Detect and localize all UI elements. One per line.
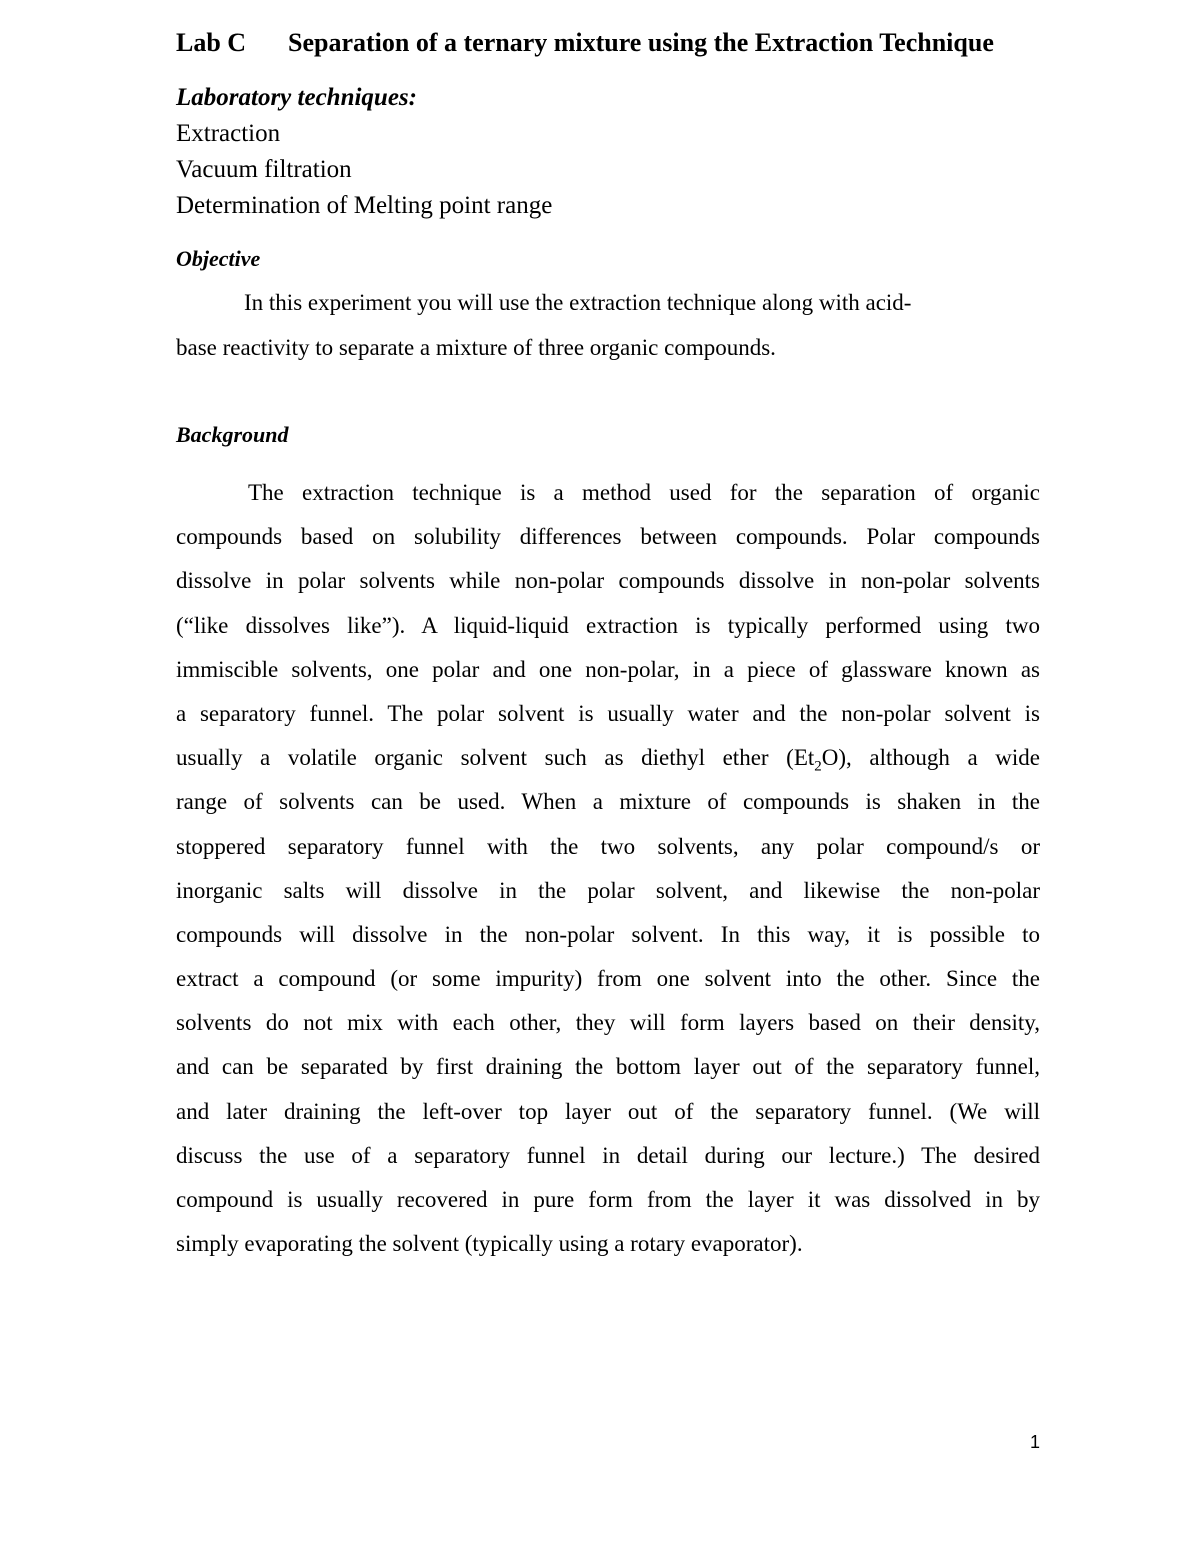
paragraph-line: (“like dissolves like”). A liquid-liquid extraction is typically performed using two — [176, 612, 1040, 638]
paragraph-line: The extraction technique is a method used for the separation of organic — [248, 480, 1040, 505]
background-heading: Background — [176, 422, 289, 447]
techniques-heading: Laboratory techniques: — [176, 84, 417, 111]
paragraph-line: base reactivity to separate a mixture of three organic compounds. — [176, 335, 776, 360]
background-paragraph — [176, 471, 1040, 1266]
paragraph-line — [176, 736, 1040, 780]
paragraph-line: extract a compound (or some impurity) from one solvent into the other. Since the — [176, 966, 1040, 992]
paragraph-line: stoppered separatory funnel with the two solvents, any polar compound/s or — [176, 833, 1040, 859]
paragraph-line: discuss the use of a separatory funnel in detail during our lecture.) The desired — [176, 1142, 1040, 1168]
paragraph-line: dissolve in polar solvents while non-polar compounds dissolve in non-polar solvents — [176, 568, 1040, 594]
technique-item: Vacuum filtration — [176, 156, 352, 183]
paragraph-line: compound is usually recovered in pure form from the layer it was dissolved in by — [176, 1187, 1040, 1212]
objective-paragraph — [176, 280, 1040, 370]
line-segment: usually a volatile organic solvent such as diethyl ether (Et — [176, 745, 815, 771]
line-segment: O), although a wide — [821, 745, 1040, 771]
paragraph-line: In this experiment you will use the extraction technique along with acid- — [244, 290, 912, 315]
paragraph-line: a separatory funnel. The polar solvent is usually water and the non-polar solvent is — [176, 700, 1040, 726]
paragraph-line: and can be separated by first draining the bottom layer out of the separatory funnel, — [176, 1054, 1040, 1080]
page-title — [176, 26, 994, 60]
technique-item: Determination of Melting point range — [176, 192, 553, 219]
technique-item: Extraction — [176, 120, 281, 147]
subscript: 2 — [814, 758, 822, 775]
paragraph-line: range of solvents can be used. When a mixture of compounds is shaken in the — [176, 789, 1040, 815]
page-number: 1 — [1029, 1432, 1040, 1452]
objective-heading: Objective — [176, 246, 261, 271]
title-text: Separation of a ternary mixture using the Extraction Technique — [288, 28, 994, 57]
techniques-list — [176, 116, 552, 224]
paragraph-line: inorganic salts will dissolve in the polar solvent, and likewise the non-polar — [176, 877, 1040, 903]
paragraph-line: solvents do not mix with each other, they will form layers based on their density, — [176, 1010, 1040, 1036]
paragraph-line: simply evaporating the solvent (typically using a rotary evaporator). — [176, 1231, 803, 1257]
paragraph-line: immiscible solvents, one polar and one non-polar, in a piece of glassware known as — [176, 656, 1040, 682]
paragraph-line: and later draining the left-over top layer out of the separatory funnel. (We will — [176, 1098, 1040, 1124]
paragraph-line: compounds will dissolve in the non-polar solvent. In this way, it is possible to — [176, 921, 1040, 947]
paragraph-line: compounds based on solubility differences between compounds. Polar compounds — [176, 524, 1040, 550]
lab-label: Lab C — [176, 28, 247, 57]
